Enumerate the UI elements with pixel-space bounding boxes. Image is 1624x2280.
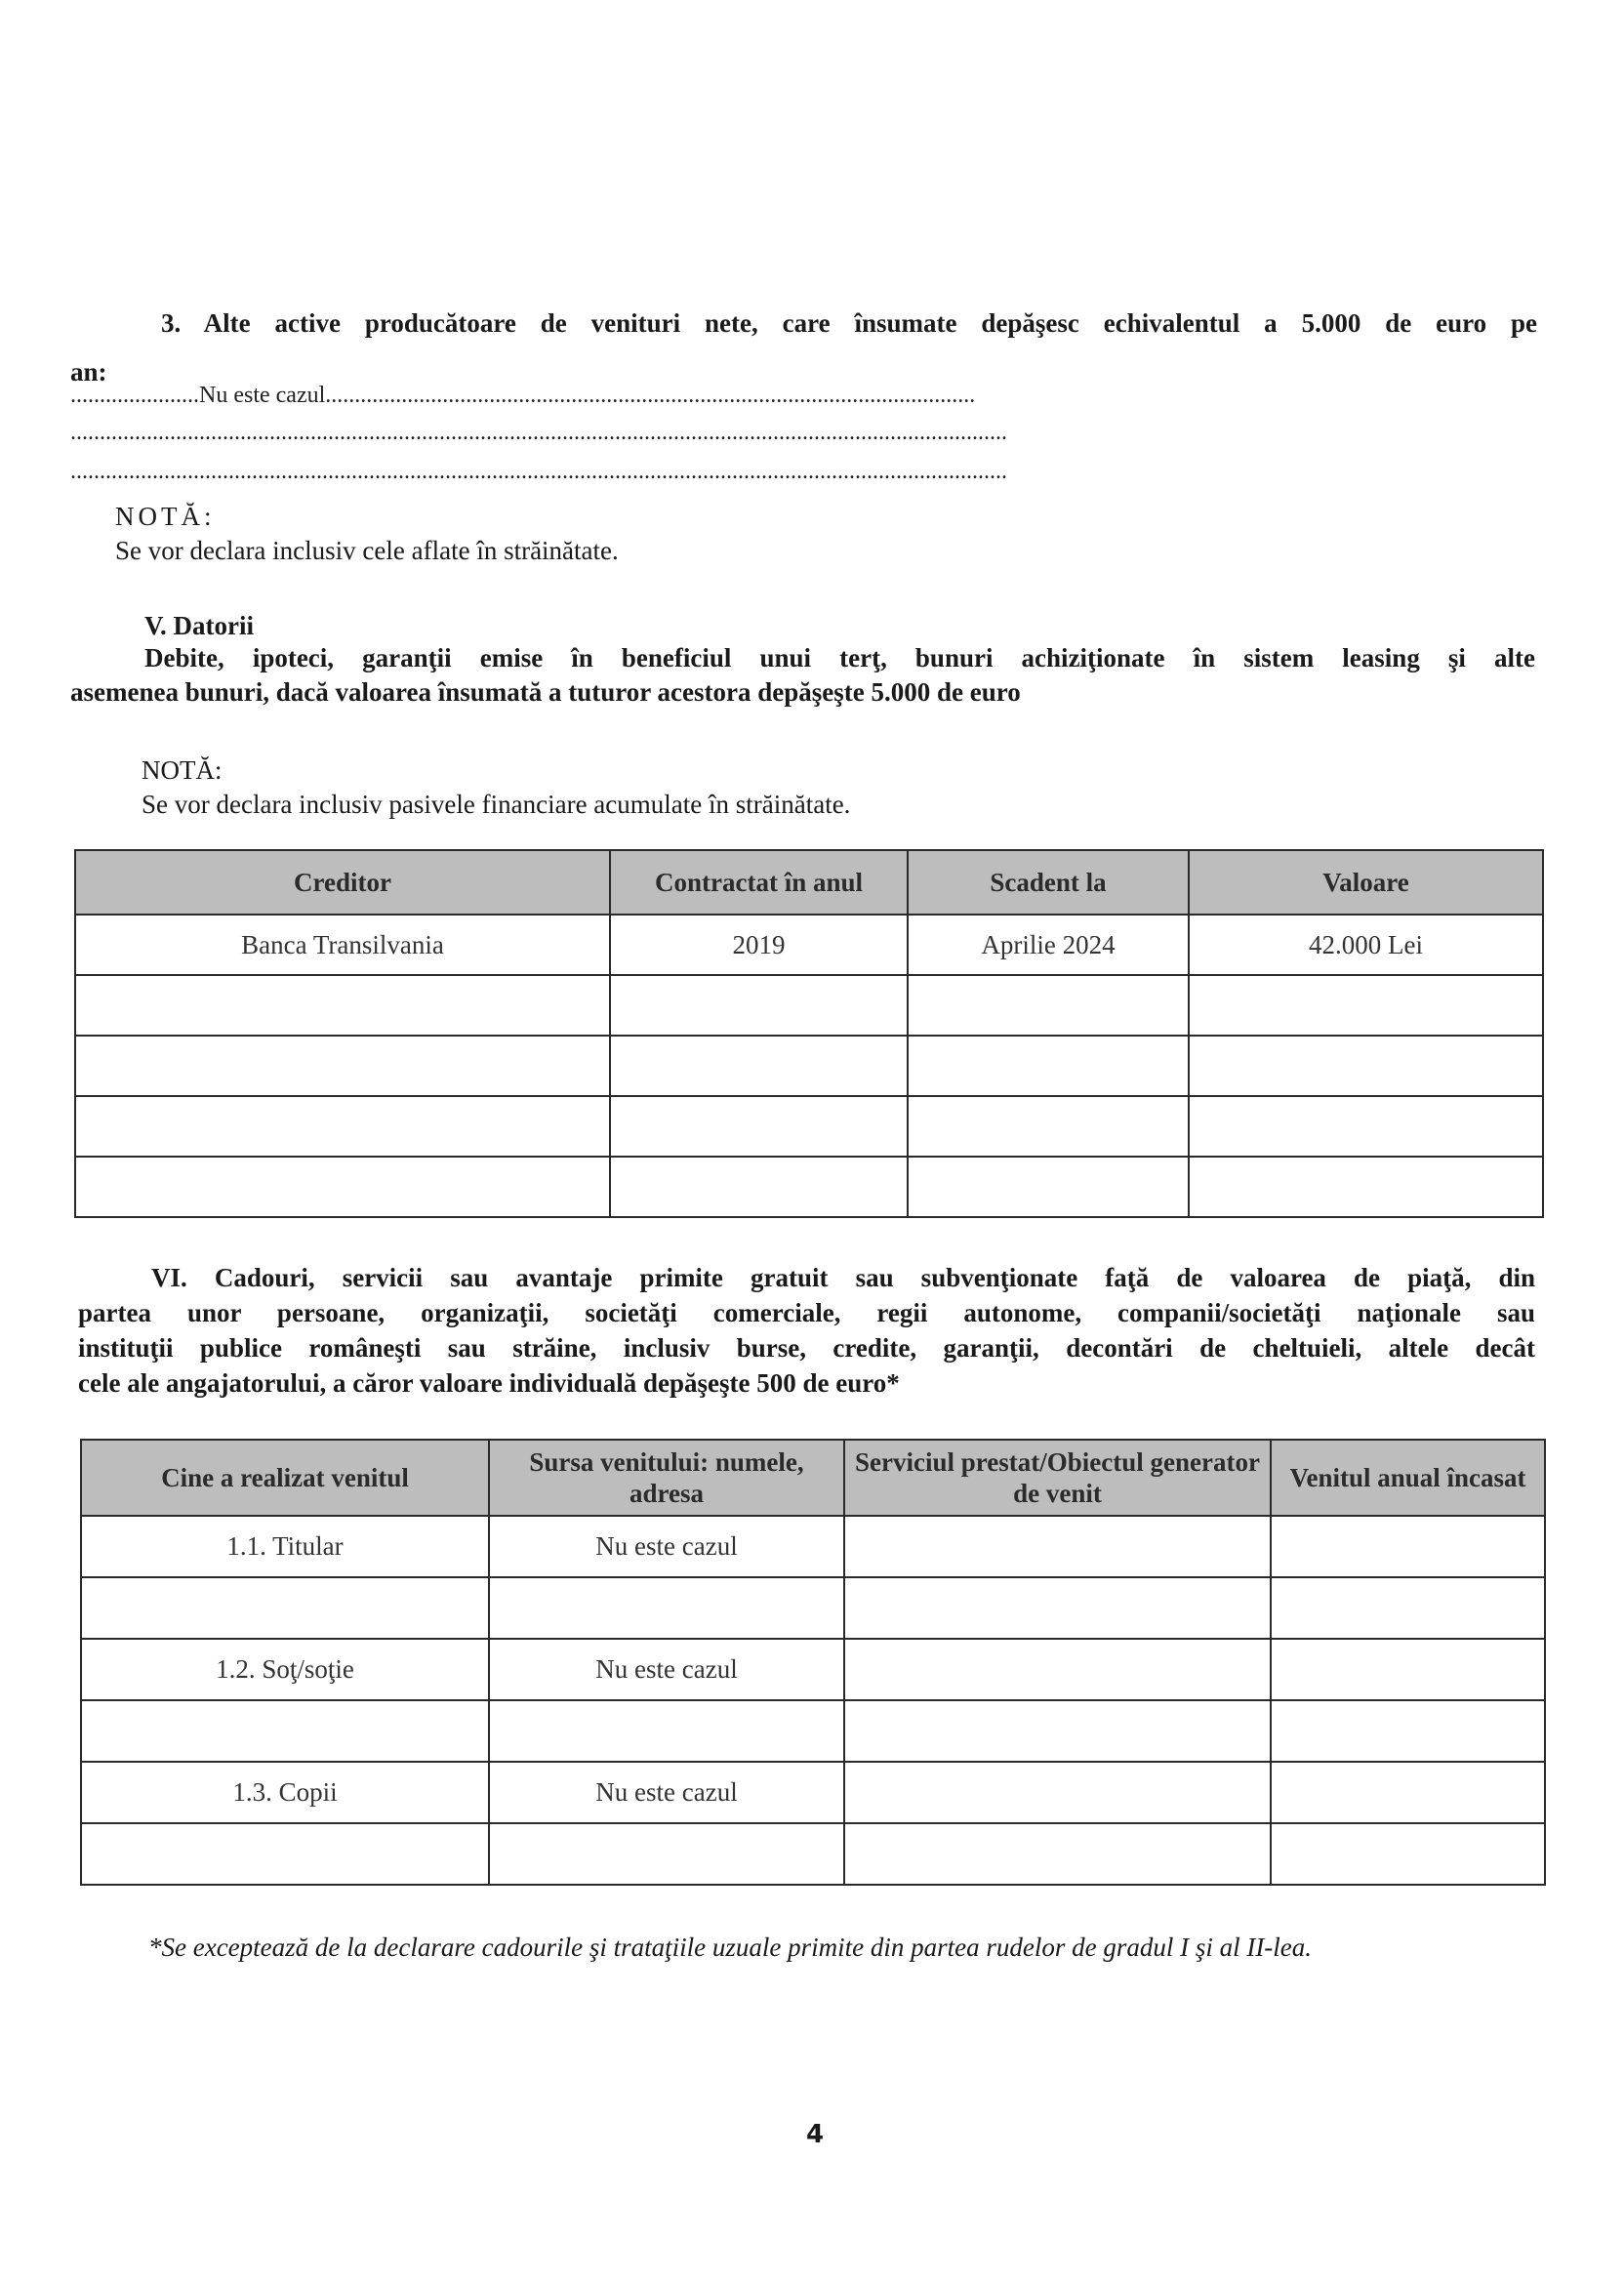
section-v-title: V. Datorii — [144, 611, 254, 640]
cell-empty — [844, 1577, 1271, 1639]
cell-empty — [81, 1700, 489, 1762]
page-number: 4 — [806, 2120, 825, 2149]
cell-empty — [908, 1096, 1189, 1157]
header-service: Serviciul prestat/Obiectul generator de venit — [844, 1440, 1271, 1516]
cell-empty — [75, 1036, 610, 1096]
cell-empty — [1189, 1036, 1543, 1096]
header-contracted-year: Contractat în anul — [610, 850, 908, 915]
section-3-dots-line: ................................................................................................................................................................ — [70, 459, 1007, 484]
cell-service — [844, 1639, 1271, 1700]
gifts-table — [80, 1439, 1546, 1886]
cell-empty — [1271, 1823, 1545, 1885]
cell-empty — [610, 1036, 908, 1096]
cell-empty — [908, 1036, 1189, 1096]
table-row — [75, 915, 1543, 975]
cell-empty — [81, 1823, 489, 1885]
section-3-note-text: Se vor declara inclusiv cele aflate în străinătate. — [115, 536, 619, 565]
cell-empty — [1189, 1096, 1543, 1157]
cell-empty — [81, 1577, 489, 1639]
cell-empty — [1189, 1157, 1543, 1217]
header-annual-income: Venitul anual încasat — [1271, 1440, 1545, 1516]
cell-service — [844, 1762, 1271, 1823]
cell-empty — [844, 1823, 1271, 1885]
section-v-description-line1: Debite, ipoteci, garanţii emise în beneficiul unui terţ, bunuri achiziţionate în sistem leasing şi alte — [144, 643, 1535, 672]
table-row — [81, 1762, 1545, 1823]
cell-who: 1.3. Copii — [81, 1762, 489, 1823]
table-row — [81, 1700, 1545, 1762]
header-value: Valoare — [1189, 850, 1543, 915]
cell-source: Nu este cazul — [489, 1516, 844, 1577]
cell-empty — [610, 1096, 908, 1157]
section-3-answer: ......................Nu este cazul............................................................................................................... — [70, 383, 976, 408]
debts-table — [74, 849, 1544, 1218]
section-v-note-text: Se vor declara inclusiv pasivele financiare acumulate în străinătate. — [142, 790, 851, 819]
table-row — [81, 1639, 1545, 1700]
cell-empty — [1271, 1700, 1545, 1762]
header-creditor: Creditor — [75, 850, 610, 915]
cell-empty — [75, 1096, 610, 1157]
cell-empty — [75, 1157, 610, 1217]
cell-empty — [75, 975, 610, 1036]
cell-income — [1271, 1516, 1545, 1577]
cell-who: 1.1. Titular — [81, 1516, 489, 1577]
cell-income — [1271, 1639, 1545, 1700]
section-vi-line1: VI. Cadouri, servicii sau avantaje primite gratuit sau subvenţionate faţă de valoarea de piaţă, din — [151, 1263, 1535, 1292]
section-3-heading-line2: an: — [70, 357, 107, 387]
section-3-heading-line1: 3. Alte active producătoare de venituri nete, care însumate depăşesc echivalentul a 5.000 de euro pe — [161, 308, 1537, 338]
section-vi-line4: cele ale angajatorului, a căror valoare individuală depăşeşte 500 de euro* — [78, 1368, 900, 1398]
cell-creditor: Banca Transilvania — [75, 915, 610, 975]
section-vi-line2: partea unor persoane, organizaţii, societăţi comerciale, regii autonome, companii/societăţi naţionale sau — [78, 1298, 1535, 1327]
header-due-date: Scadent la — [908, 850, 1189, 915]
cell-empty — [489, 1700, 844, 1762]
cell-income — [1271, 1762, 1545, 1823]
header-who: Cine a realizat venitul — [81, 1440, 489, 1516]
gifts-table-header — [81, 1440, 1545, 1516]
cell-empty — [610, 975, 908, 1036]
section-3-dots-line: ................................................................................................................................................................ — [70, 420, 1007, 445]
debts-table-header — [75, 850, 1543, 915]
cell-due-date: Aprilie 2024 — [908, 915, 1189, 975]
cell-source: Nu este cazul — [489, 1762, 844, 1823]
header-source: Sursa venitului: numele, adresa — [489, 1440, 844, 1516]
table-row — [75, 1157, 1543, 1217]
table-row — [75, 1096, 1543, 1157]
cell-service — [844, 1516, 1271, 1577]
section-3-note-label: NOTĂ: — [115, 502, 216, 531]
table-row — [81, 1823, 1545, 1885]
cell-source: Nu este cazul — [489, 1639, 844, 1700]
cell-who: 1.2. Soţ/soţie — [81, 1639, 489, 1700]
table-row — [81, 1516, 1545, 1577]
table-row — [75, 975, 1543, 1036]
section-vi-line3: instituţii publice româneşti sau străine, inclusiv burse, credite, garanţii, decontări de cheltuieli, altele decât — [78, 1333, 1535, 1363]
cell-value: 42.000 Lei — [1189, 915, 1543, 975]
cell-empty — [489, 1577, 844, 1639]
cell-contracted-year: 2019 — [610, 915, 908, 975]
cell-empty — [844, 1700, 1271, 1762]
cell-empty — [610, 1157, 908, 1217]
cell-empty — [908, 1157, 1189, 1217]
cell-empty — [489, 1823, 844, 1885]
cell-empty — [1189, 975, 1543, 1036]
cell-empty — [908, 975, 1189, 1036]
section-v-description-line2: asemenea bunuri, dacă valoarea însumată a tuturor acestora depăşeşte 5.000 de euro — [70, 677, 1021, 707]
table-row — [81, 1577, 1545, 1639]
footnote: *Se exceptează de la declarare cadourile şi trataţiile uzuale primite din partea rudelor de gradul I şi al II-lea. — [148, 1933, 1313, 1962]
table-row — [75, 1036, 1543, 1096]
section-v-note-label: NOTĂ: — [142, 755, 223, 785]
cell-empty — [1271, 1577, 1545, 1639]
